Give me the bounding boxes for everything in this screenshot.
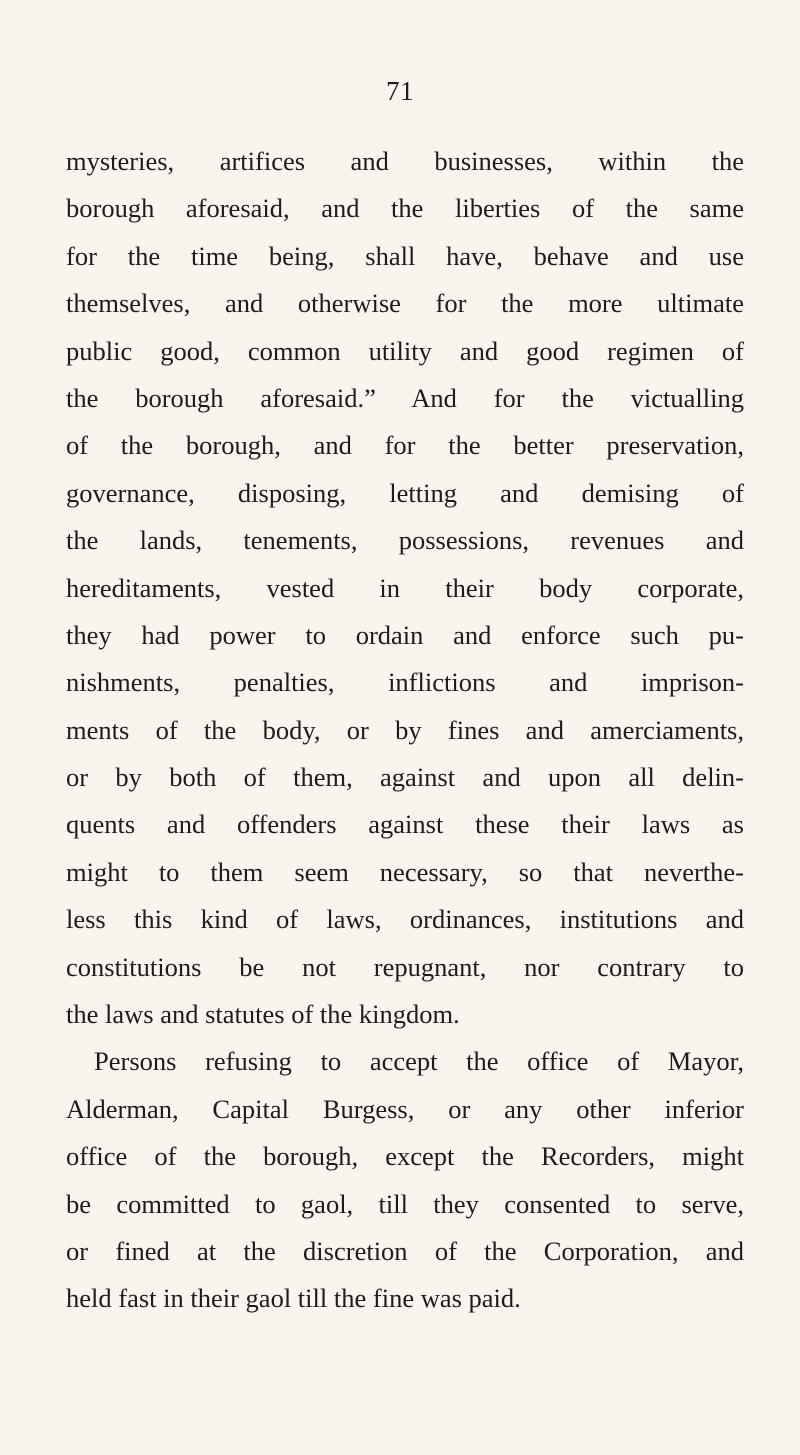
text-line: themselves, and otherwise for the more ultimate	[66, 288, 744, 319]
text-line: be committed to gaol, till they consented to serve,	[66, 1188, 744, 1219]
text-line: governance, disposing, letting and demising of	[66, 477, 744, 508]
text-line: or by both of them, against and upon all delin-	[66, 762, 744, 793]
text-line: Alderman, Capital Burgess, or any other inferior	[66, 1093, 744, 1124]
text-line: borough aforesaid, and the liberties of the same	[66, 193, 744, 224]
text-line: held fast in their gaol till the fine was paid.	[66, 1283, 521, 1314]
text-line: constitutions be not repugnant, nor contrary to	[66, 951, 744, 982]
paragraph-start-line: Persons refusing to accept the office of Mayor,	[94, 1046, 744, 1077]
text-line: nishments, penalties, inflictions and imprison-	[66, 667, 744, 698]
text-line: mysteries, artifices and businesses, within the	[66, 146, 744, 176]
text-line: they had power to ordain and enforce such pu-	[66, 619, 744, 650]
text-line: or fined at the discretion of the Corporation, and	[66, 1235, 744, 1266]
text-line: less this kind of laws, ordinances, institutions and	[66, 904, 744, 935]
text-line: the laws and statutes of the kingdom.	[66, 999, 460, 1030]
text-line: office of the borough, except the Recorders, might	[66, 1141, 744, 1172]
text-line: for the time being, shall have, behave and use	[66, 240, 744, 271]
text-line: might to them seem necessary, so that neverthe-	[66, 856, 744, 887]
text-line: quents and offenders against these their laws as	[66, 809, 744, 840]
text-line: public good, common utility and good regimen of	[66, 335, 744, 366]
page-number: 71	[386, 76, 414, 106]
text-line: the borough aforesaid.” And for the victualling	[66, 382, 744, 413]
text-line: ments of the body, or by fines and amerciaments,	[66, 714, 744, 745]
text-line: the lands, tenements, possessions, revenues and	[66, 525, 744, 556]
text-line: hereditaments, vested in their body corporate,	[66, 572, 744, 603]
text-line: of the borough, and for the better preservation,	[66, 430, 744, 461]
body-text	[66, 138, 744, 1323]
